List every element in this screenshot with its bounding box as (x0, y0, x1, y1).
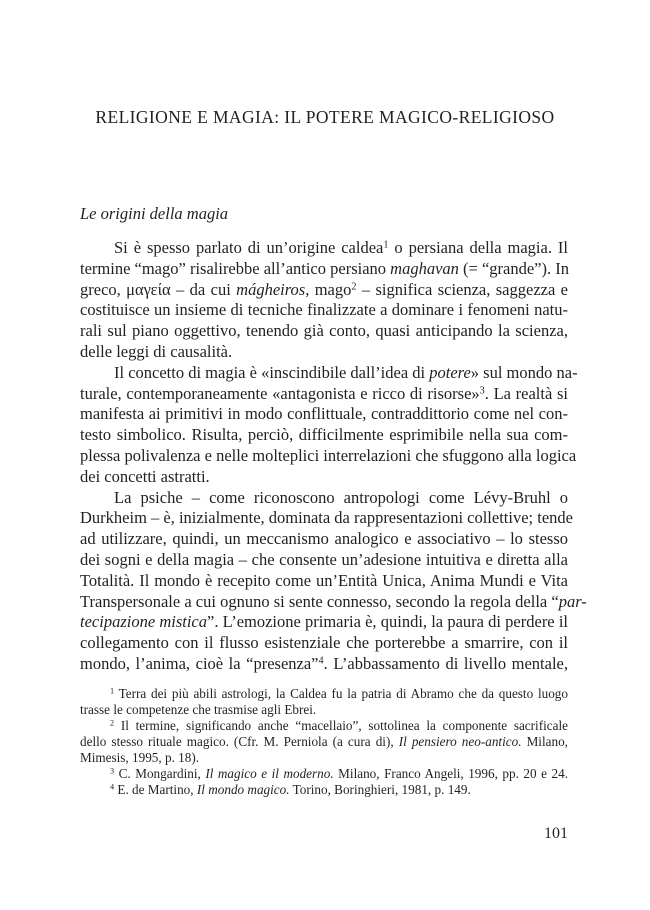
body-line (80, 280, 568, 301)
text-run: ad utilizzare, quindi, un meccanismo analogico e associativo – lo stesso (80, 529, 568, 549)
body-line (80, 508, 573, 529)
text-run: dei sogni e della magia – che consente un’adesione intuitiva e diretta alla (80, 549, 568, 569)
text-run: Il termine, significando anche “macellaio”, sottolinea la componente sacrificale (114, 718, 568, 733)
body-line (80, 529, 568, 550)
footnote-ref: 4 (318, 655, 324, 667)
text-run: manifesta ai primitivi in modo conflittuale, contraddittorio come nel con- (80, 404, 568, 424)
text-run: dei concetti astratti. (80, 466, 210, 486)
footnote-ref: 2 (110, 718, 115, 728)
text-run: C. Mongardini, (114, 766, 206, 781)
text-run: Durkheim – è, inizialmente, dominata da rappresentazioni collettive; tende (80, 508, 573, 528)
chapter-title: RELIGIONE E MAGIA: IL POTERE MAGICO-RELIGIOSO (95, 107, 555, 127)
footnote-line (80, 734, 568, 750)
body-line (80, 384, 568, 405)
text-run: delle leggi di causalità. (80, 341, 233, 361)
footnote-ref: 3 (479, 384, 485, 396)
italic-text: Il magico e il moderno. (205, 766, 334, 781)
text-run: Il concetto di magia è «inscindibile dall’idea di (114, 362, 430, 382)
body-line (80, 445, 577, 467)
text-run: Milano, (521, 734, 568, 749)
text-run: mondo, l’anima, cioè la “presenza” (80, 653, 319, 673)
footnotes (80, 686, 568, 798)
text-run: La psiche – come riconoscono antropologi come Lévy-Bruhl o (114, 487, 568, 507)
footnote-line (80, 686, 568, 702)
footnote-ref: 1 (110, 686, 115, 696)
body-line (80, 362, 578, 384)
text-run: » sul mondo na- (470, 362, 578, 382)
italic-text: par- (558, 591, 587, 611)
footnote-ref: 1 (383, 239, 389, 251)
footnote-ref: 4 (110, 782, 115, 792)
text-run: ”. L’emozione primaria è, quindi, la paura di perdere il (207, 612, 568, 632)
italic-text: maghavan (390, 258, 459, 278)
text-run: Si è spesso parlato di un’origine caldea (114, 238, 384, 257)
footnote-ref: 3 (110, 766, 115, 776)
footnote-ref: 2 (351, 280, 357, 292)
text-run: – significa scienza, saggezza e (356, 279, 568, 299)
italic-text: Il pensiero neo-antico. (398, 734, 522, 749)
italic-text: mágheiros, (236, 279, 310, 299)
text-run: turale, contemporaneamente «antagonista e ricco di risorse» (80, 383, 480, 403)
body-line (80, 425, 568, 446)
footnote-line (80, 702, 568, 718)
text-run: . La realtà si (484, 383, 568, 403)
section-heading: Le origini della magia (80, 204, 229, 223)
text-run: mago (309, 279, 352, 299)
italic-text: Il mondo magico. (196, 782, 290, 797)
text-run: Torino, Boringhieri, 1981, p. 149. (289, 782, 471, 797)
body-line (80, 404, 568, 425)
body-line (80, 467, 568, 488)
text-run: . L’abbassamento di livello mentale, (323, 653, 568, 673)
text-run: costituisce un insieme di tecniche finalizzate a dominare i fenomeni natu- (80, 300, 568, 320)
text-run: Milano, Franco Angeli, 1996, pp. 20 e 24. (333, 766, 568, 781)
body-line (80, 571, 568, 592)
text-run: rali sul piano oggettivo, tenendo già conto, quasi anticipando la scienza, (80, 321, 568, 341)
text-run: Terra dei più abili astrologi, la Caldea fu la patria di Abramo che da questo luogo (114, 686, 568, 701)
body-line (80, 300, 568, 321)
text-run: trasse le competenze che trasmise agli Ebrei. (80, 702, 317, 717)
italic-text: tecipazione mistica (80, 612, 207, 632)
text-run: termine “mago” risalirebbe all’antico persiano (80, 258, 391, 278)
body-line (80, 321, 568, 342)
text-run: Totalità. Il mondo è recepito come un’Entità Unica, Anima Mundi e Vita (80, 570, 568, 590)
body-line (80, 654, 568, 675)
body-line (80, 259, 568, 280)
body-line (80, 342, 568, 363)
body-line (80, 550, 568, 571)
page-number: 101 (544, 825, 568, 842)
body-line (80, 633, 568, 654)
text-run: dello stesso rituale magico. (Cfr. M. Perniola (a cura di), (80, 734, 399, 749)
body-text (80, 238, 587, 675)
text-run: plessa polivalenza e nelle molteplici interrelazioni che sfuggono alla logica (80, 445, 577, 465)
text-run: (= “grande”). In (458, 258, 569, 278)
text-run: collegamento con il flusso esistenziale che porterebbe a smarrire, con il (80, 633, 568, 653)
text-run: greco, μαγεία – da cui (80, 279, 237, 299)
text-run: o persiana della magia. Il (388, 238, 568, 257)
body-line (80, 238, 568, 259)
text-run: Mimesis, 1995, p. 18). (80, 750, 200, 765)
italic-text: potere (429, 362, 471, 382)
text-run: Transpersonale a cui ognuno si sente connesso, secondo la regola della “ (80, 591, 559, 611)
footnote-line (80, 750, 568, 766)
text-run: E. de Martino, (114, 782, 197, 797)
footnote-line (80, 766, 568, 782)
footnote-line (80, 718, 568, 734)
body-line (80, 591, 587, 613)
body-line (80, 488, 568, 509)
footnote-line (80, 782, 568, 798)
body-line (80, 612, 568, 633)
text-run: testo simbolico. Risulta, perciò, difficilmente esprimibile nella sua com- (80, 425, 568, 445)
